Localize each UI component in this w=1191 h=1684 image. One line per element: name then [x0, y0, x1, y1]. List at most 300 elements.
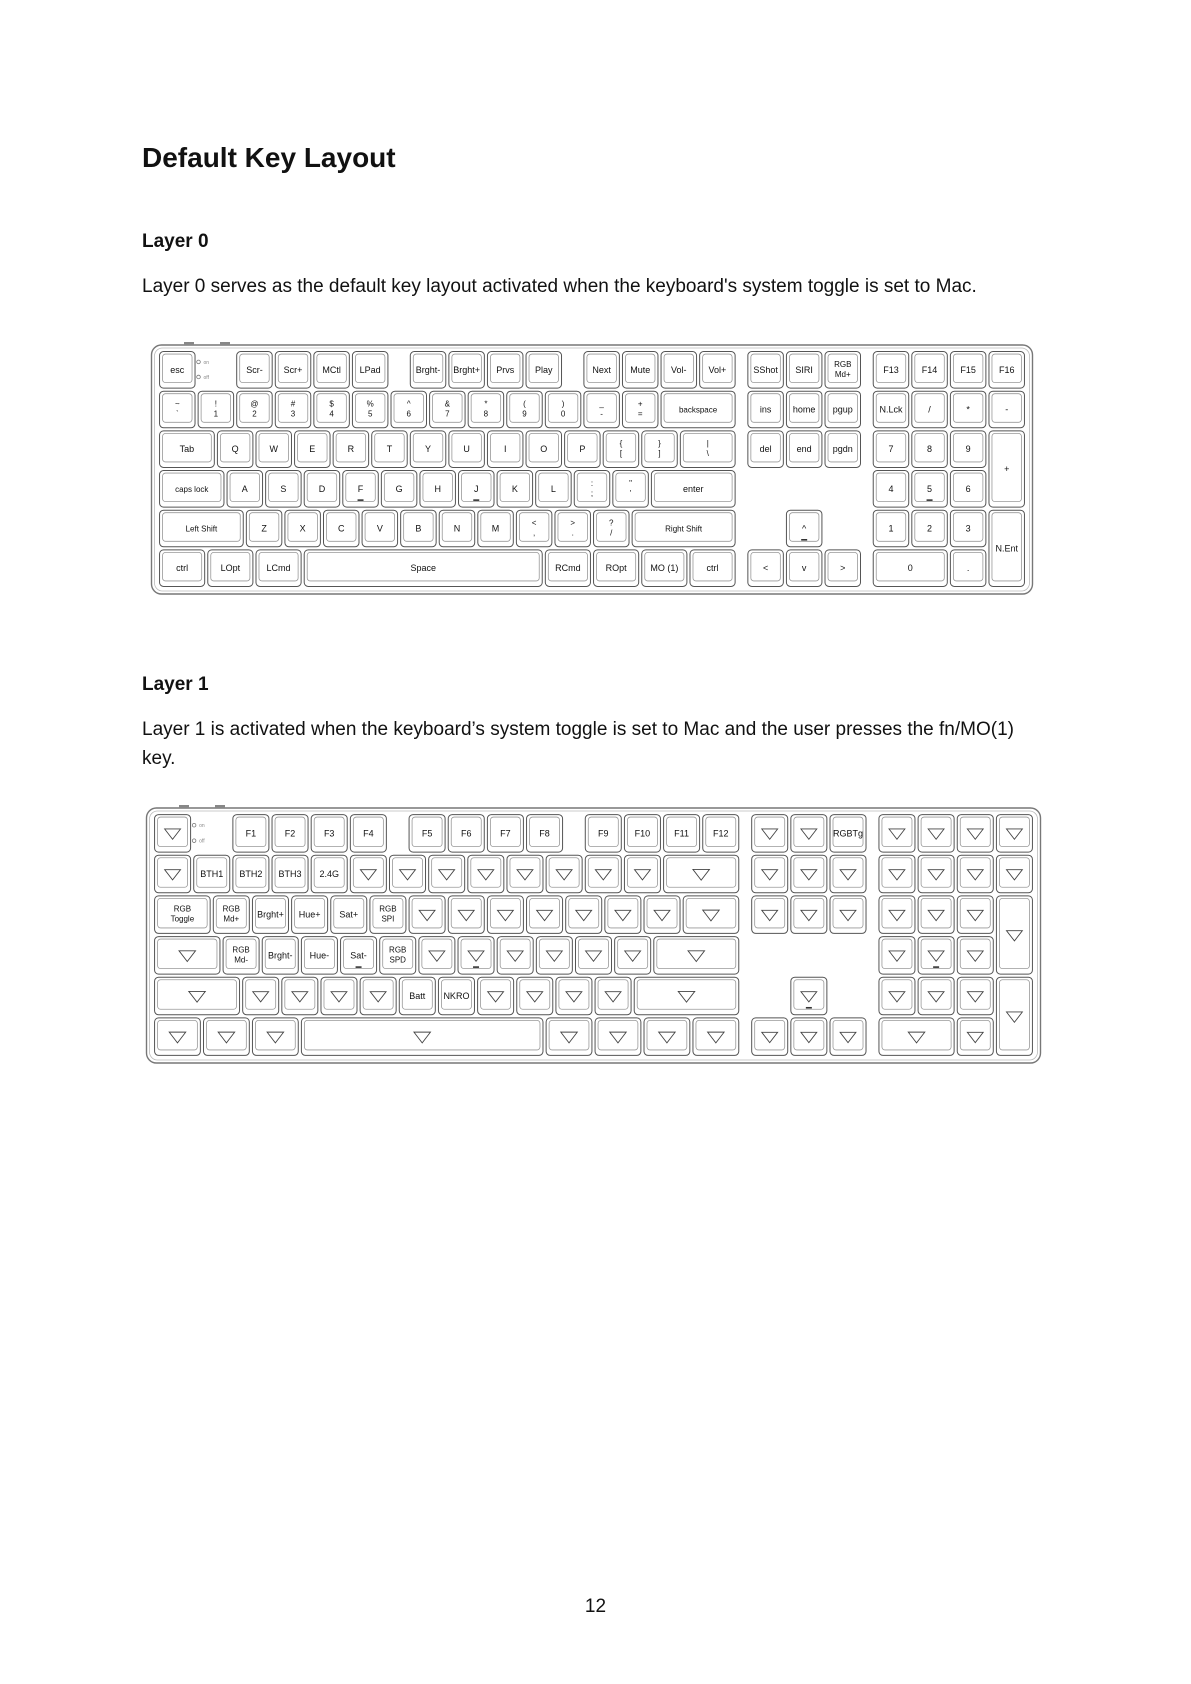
layer0-key [449, 352, 484, 389]
layer1-key [370, 896, 406, 934]
layer0-key [680, 431, 735, 468]
layer1-toggle-tab [179, 805, 189, 808]
layer0-key [786, 550, 821, 587]
layer1-indicator-label: off [199, 838, 205, 845]
layer0-key-label: @ [250, 399, 259, 409]
layer1-key-top [158, 980, 237, 1010]
layer0-key-label: 9 [522, 409, 527, 419]
layer1-key [458, 937, 494, 975]
layer0-key-label: SIRI [795, 364, 813, 375]
layer1-key-top [999, 817, 1029, 847]
layer1-key [380, 937, 416, 975]
layer1-keyboard-diagram [145, 805, 1042, 1065]
layer1-key [957, 855, 993, 893]
layer0-key [613, 471, 648, 508]
layer0-key [825, 431, 860, 468]
layer0-key-label: { [619, 439, 623, 449]
layer0-key-label: Q [231, 444, 239, 455]
layer1-key-top [588, 858, 618, 888]
layer1-key [624, 815, 660, 853]
layer1-key [213, 896, 249, 934]
layer1-key [497, 937, 533, 975]
layer1-key [527, 896, 563, 934]
layer1-key-top [667, 858, 736, 888]
layer1-key [331, 896, 367, 934]
layer1-key-top [686, 898, 736, 928]
layer0-key-label: Brght+ [453, 364, 481, 375]
layer1-key [321, 977, 357, 1015]
layer0-key [217, 431, 252, 468]
layer1-key [693, 1018, 739, 1056]
layer0-key-label: 5 [927, 483, 933, 494]
layer1-key [243, 977, 279, 1015]
layer0-key [584, 391, 619, 428]
layer0-key-label: ) [561, 399, 565, 409]
layer1-key [272, 855, 308, 893]
layer0-key-label: enter [683, 483, 704, 494]
layer1-key [507, 855, 543, 893]
layer0-key-label: % [366, 399, 374, 409]
layer1-key-top [158, 817, 188, 847]
layer1-key-top [755, 817, 785, 847]
layer0-key-label: F [357, 483, 364, 494]
layer0-toggle-tab [220, 342, 230, 345]
layer0-key [912, 391, 947, 428]
layer1-key-top [794, 980, 824, 1010]
layer0-key [343, 471, 378, 508]
layer0-key-label: SShot [753, 364, 778, 375]
layer1-key-top [363, 980, 393, 1010]
layer1-key [282, 977, 318, 1015]
layer0-key-label: H [434, 483, 441, 494]
layer1-key-top [921, 980, 951, 1010]
layer1-key-label: SPI [381, 914, 395, 924]
layer1-key-label: F3 [323, 828, 335, 839]
layer1-key [487, 815, 523, 853]
layer0-key-label: ctrl [706, 563, 719, 574]
layer1-key [879, 855, 915, 893]
layer1-key [918, 937, 954, 975]
layer0-key [160, 510, 244, 547]
layer1-key [419, 937, 455, 975]
layer0-key-label: 4 [329, 409, 334, 419]
layer0-key-label: 6 [406, 409, 411, 419]
layer1-key [605, 896, 641, 934]
layer1-key [155, 937, 220, 975]
layer1-key [585, 815, 621, 853]
layer1-key [703, 815, 739, 853]
layer0-key-label: < [531, 518, 537, 528]
layer0-key-label: ' [629, 488, 632, 498]
layer0-key [227, 471, 262, 508]
layer0-key-label: 4 [888, 483, 894, 494]
layer0-key-label: 3 [965, 523, 971, 534]
layer1-key [155, 815, 191, 853]
layer0-key-label: Vol+ [708, 364, 727, 375]
layer1-key [957, 977, 993, 1015]
layer0-key-label: LOpt [220, 563, 241, 574]
layer1-key-top [520, 980, 550, 1010]
layer1-key-label: RGB [232, 945, 250, 955]
layer0-key [873, 431, 908, 468]
layer1-key [438, 977, 474, 1015]
layer1-key [252, 1018, 298, 1056]
layer0-key [256, 431, 291, 468]
layer0-key [748, 550, 783, 587]
layer0-key-label: K [511, 483, 518, 494]
layer0-key [497, 471, 532, 508]
layer0-key [950, 431, 985, 468]
layer0-key-label: Scr+ [283, 364, 303, 375]
layer0-heading: Layer 0 [142, 231, 209, 252]
layer1-key-label: BTH2 [239, 869, 263, 879]
layer0-key-label: 7 [888, 444, 894, 455]
layer1-key [615, 937, 651, 975]
layer0-key [410, 431, 445, 468]
layer1-key [918, 977, 954, 1015]
layer1-key-label: Sat- [350, 950, 367, 961]
layer0-key-label: end [796, 444, 812, 455]
layer0-key [584, 352, 619, 389]
layer0-key-label: I [503, 444, 507, 455]
page-number: 12 [584, 1596, 607, 1617]
layer1-key [957, 937, 993, 975]
layer1-key [996, 896, 1032, 974]
layer1-key-top [490, 898, 520, 928]
layer1-key-top [471, 858, 501, 888]
layer0-key-label: - [600, 409, 603, 419]
layer0-key-label: ^ [406, 399, 411, 409]
layer0-key [950, 550, 985, 587]
layer1-key [350, 855, 386, 893]
layer0-key [526, 431, 561, 468]
layer0-key [362, 510, 397, 547]
layer0-key [989, 431, 1024, 507]
layer1-key [155, 855, 191, 893]
layer1-key-top [794, 1020, 824, 1050]
layer1-key-top [530, 898, 560, 928]
layer0-key-label: > [840, 563, 846, 574]
layer0-key-label: ` [175, 409, 179, 419]
layer1-key [664, 855, 739, 893]
layer0-key-label: ! [214, 399, 217, 409]
layer0-key-label: \ [706, 449, 709, 459]
layer1-key [791, 815, 827, 853]
layer0-key-label: [ [619, 449, 623, 459]
layer0-key-label: U [463, 444, 470, 455]
layer0-key-label: Z [261, 523, 267, 534]
layer0-key [873, 471, 908, 508]
layer1-key-top [960, 817, 990, 847]
layer1-key [644, 896, 680, 934]
layer0-key [410, 352, 445, 389]
layer0-key-label: G [395, 483, 403, 494]
layer1-key-label: RGBTg [833, 828, 864, 839]
layer0-key-label: R [347, 444, 355, 455]
layer1-key-top [246, 980, 276, 1010]
layer0-key-label: Play [535, 364, 553, 375]
layer1-key [752, 855, 788, 893]
layer1-key-top [461, 939, 491, 969]
layer1-key-label: Toggle [170, 914, 195, 924]
layer0-key-label: 2 [252, 409, 257, 419]
layer1-key [301, 1018, 543, 1056]
layer0-keyboard-diagram [150, 342, 1034, 596]
layer0-key-label: B [415, 523, 422, 534]
layer1-key [262, 937, 298, 975]
layer1-key [996, 977, 1032, 1055]
layer1-key-top [481, 980, 511, 1010]
layer0-key [912, 431, 947, 468]
layer1-key-top [960, 1020, 990, 1050]
layer1-key-label: Hue- [309, 950, 330, 961]
layer0-key-label: } [658, 439, 661, 449]
layer1-key [830, 896, 866, 934]
layer0-key-label: S [280, 483, 287, 494]
layer1-key-label: SPD [389, 955, 406, 965]
layer0-key-label: T [386, 444, 393, 455]
layer0-key-label: 2 [927, 523, 933, 534]
layer0-key [748, 352, 783, 389]
layer1-key-top [755, 858, 785, 888]
layer0-key-label: 9 [965, 444, 971, 455]
layer1-key [752, 896, 788, 934]
layer1-key-label: F1 [245, 828, 257, 839]
layer0-key-label: , [533, 528, 536, 538]
layer0-key-label: ~ [174, 399, 180, 409]
layer1-key-label: F12 [712, 828, 729, 839]
layer0-key [487, 431, 522, 468]
layer0-key-label: V [376, 523, 383, 534]
layer0-key-label: + [1004, 464, 1010, 474]
layer1-key-label: Hue+ [298, 909, 321, 920]
layer1-key [292, 896, 328, 934]
layer1-key [155, 1018, 201, 1056]
layer0-key [989, 510, 1024, 586]
layer1-key [194, 855, 230, 893]
layer1-key-top [392, 858, 422, 888]
layer0-key [574, 471, 609, 508]
layer1-key-top [647, 1020, 687, 1050]
layer0-key-label: E [309, 444, 316, 455]
layer0-key-label: * [966, 404, 970, 415]
layer1-key-label: F7 [500, 828, 511, 839]
layer0-key-label: 1 [888, 523, 894, 534]
layer0-key-label: 0 [560, 409, 566, 419]
layer1-key [957, 1018, 993, 1056]
layer1-key-top [882, 939, 912, 969]
layer1-key-top [921, 898, 951, 928]
layer0-key-label: 5 [367, 409, 373, 419]
layer1-key-label: Md+ [223, 914, 240, 924]
layer1-key [360, 977, 396, 1015]
layer1-key [791, 896, 827, 934]
layer0-key [237, 352, 272, 389]
layer0-key [208, 550, 253, 587]
layer1-key-top [794, 817, 824, 847]
layer1-key-top [794, 858, 824, 888]
layer0-key [160, 352, 195, 389]
layer1-key [830, 815, 866, 853]
layer1-key [272, 815, 308, 853]
layer1-key-label: F9 [598, 828, 609, 839]
layer1-key [595, 977, 631, 1015]
layer0-key [873, 510, 908, 547]
layer1-key-label: BTH3 [278, 869, 302, 879]
layer0-key-label: / [928, 404, 931, 415]
layer0-key [507, 391, 542, 428]
layer0-key [285, 510, 320, 547]
layer1-key-top [598, 1020, 638, 1050]
layer0-key [478, 510, 513, 547]
layer1-key [448, 815, 484, 853]
layer1-key [752, 1018, 788, 1056]
layer1-key-top [578, 939, 608, 969]
layer1-key [879, 815, 915, 853]
layer1-key-label: Brght- [267, 950, 293, 961]
layer0-key [825, 352, 860, 389]
layer0-key-label: ^ [802, 523, 807, 534]
layer0-key [439, 510, 474, 547]
layer0-key-label: F13 [883, 364, 899, 375]
layer1-key [517, 977, 553, 1015]
layer0-key-label: Mute [630, 364, 651, 375]
layer1-key [791, 977, 827, 1015]
layer1-key [478, 977, 514, 1015]
layer0-key-label: ROpt [605, 563, 627, 574]
layer1-key-top [255, 1020, 295, 1050]
layer0-key-label: esc [170, 364, 185, 375]
layer1-key-label: F8 [539, 828, 550, 839]
layer0-key [950, 352, 985, 389]
layer0-key [372, 431, 407, 468]
layer0-key-label: backspace [678, 405, 718, 415]
layer0-key-label: / [610, 528, 613, 538]
layer0-key [536, 471, 571, 508]
layer0-key-label: P [579, 444, 586, 455]
layer1-key-label: Md- [234, 955, 248, 965]
layer1-key [233, 815, 269, 853]
layer0-key [950, 510, 985, 547]
layer1-key-top [755, 1020, 785, 1050]
layer1-key [830, 855, 866, 893]
layer0-key [516, 510, 551, 547]
layer0-key [989, 352, 1024, 389]
layer0-key [873, 391, 908, 428]
layer1-key-top [285, 980, 315, 1010]
layer0-key [873, 352, 908, 389]
layer1-key [830, 1018, 866, 1056]
layer0-key-label: Prvs [496, 364, 515, 375]
layer0-key-label: F15 [960, 364, 976, 375]
layer0-key-label: < [762, 563, 769, 574]
layer0-key-label: 3 [290, 409, 296, 419]
layer1-key-top [882, 980, 912, 1010]
layer0-key-label: M [491, 523, 500, 534]
layer0-key [786, 510, 821, 547]
layer0-key [603, 431, 638, 468]
layer1-key-top [882, 858, 912, 888]
layer0-key [545, 391, 580, 428]
layer1-key [468, 855, 504, 893]
layer1-key [409, 896, 445, 934]
layer1-key-label: RGB [222, 904, 240, 914]
layer0-key-label: Space [410, 563, 436, 574]
layer0-key-label: 1 [213, 409, 219, 419]
layer0-key-label: RCmd [555, 563, 581, 574]
layer1-key [448, 896, 484, 934]
layer0-description: Layer 0 serves as the default key layout activated when the keyboard's system toggle is set to Mac. [142, 276, 977, 297]
layer1-key [595, 1018, 641, 1056]
layer1-key [918, 855, 954, 893]
layer1-key-label: F4 [363, 828, 374, 839]
layer0-key [989, 391, 1024, 428]
layer0-key-label: " [629, 478, 632, 488]
layer0-key-label: _ [599, 399, 604, 409]
layer0-key [661, 352, 696, 389]
layer1-key [252, 896, 288, 934]
layer0-key-label: Next [592, 364, 611, 375]
layer0-key [786, 352, 821, 389]
layer1-key-top [608, 898, 638, 928]
layer0-key-label: MCtl [322, 364, 341, 375]
layer1-heading: Layer 1 [142, 674, 209, 695]
layer1-key-label: BTH1 [200, 869, 224, 879]
layer0-key [314, 391, 349, 428]
layer0-key-label: del [759, 444, 772, 455]
layer0-key [661, 391, 735, 428]
layer1-key [575, 937, 611, 975]
layer1-key [879, 1018, 954, 1056]
layer0-key-label: LPad [359, 364, 381, 375]
layer0-key [266, 471, 301, 508]
layer0-key-label: F16 [998, 364, 1015, 375]
layer0-key-label: Md+ [834, 369, 851, 379]
layer0-key [622, 352, 657, 389]
page-title: Default Key Layout [142, 142, 396, 173]
layer0-key [323, 510, 358, 547]
layer0-key [198, 391, 233, 428]
layer0-key [160, 471, 224, 508]
layer0-key-label: 0 [907, 563, 913, 574]
layer0-key-label: Scr- [246, 364, 263, 375]
layer0-indicator-label: on [203, 359, 210, 366]
layer0-key-label: J [474, 483, 479, 494]
layer1-key-top [833, 858, 863, 888]
layer0-key [275, 352, 310, 389]
layer0-key [555, 510, 590, 547]
layer0-key-label: A [241, 483, 248, 494]
layer1-key-label: Sat+ [339, 909, 359, 920]
layer0-key-label: Tab [179, 444, 195, 455]
layer0-key-label: C [337, 523, 345, 534]
layer0-key-label: . [571, 528, 574, 538]
layer0-key [912, 510, 947, 547]
layer0-key [160, 391, 195, 428]
layer1-key [634, 977, 739, 1015]
layer1-key-top [324, 980, 354, 1010]
layer0-toggle-tab [184, 342, 194, 345]
layer0-key-label: . [966, 563, 970, 574]
layer1-key-top [451, 898, 481, 928]
layer1-key-label: NKRO [443, 991, 470, 1001]
layer0-key [565, 431, 600, 468]
layer1-key-top [637, 980, 736, 1010]
layer1-key [311, 815, 347, 853]
layer1-key-label: F11 [674, 828, 690, 839]
layer0-key-label: ? [609, 518, 614, 528]
layer0-key [642, 550, 687, 587]
